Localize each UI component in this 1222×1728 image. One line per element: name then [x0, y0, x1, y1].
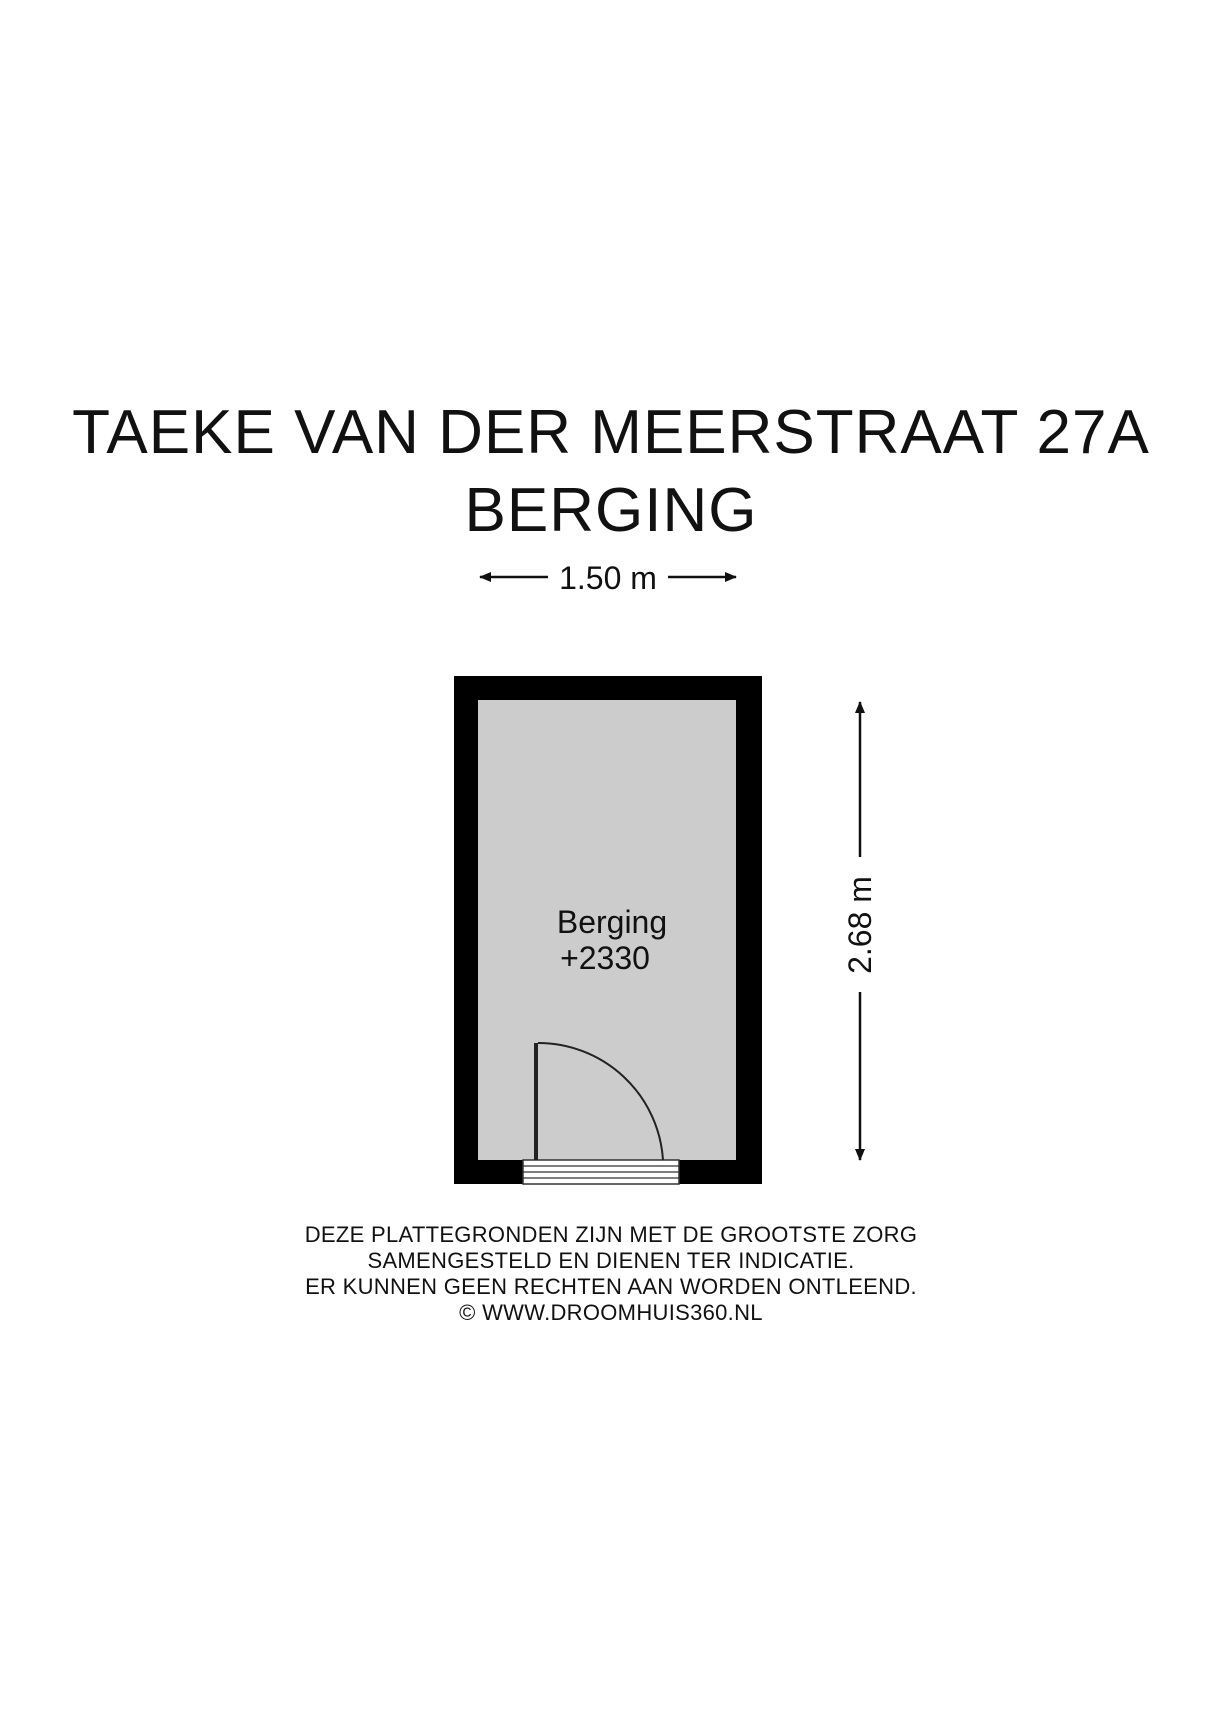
disclaimer-line: DEZE PLATTEGRONDEN ZIJN MET DE GROOTSTE ZORG — [304, 1222, 918, 1247]
width-dimension — [480, 560, 736, 596]
room-name-label: Berging — [556, 904, 668, 940]
copyright-line: © WWW.DROOMHUIS360.NL — [459, 1300, 763, 1325]
door-leaf — [534, 1043, 538, 1160]
bottom-wall-left — [454, 1160, 523, 1184]
depth-dimension — [842, 702, 878, 1160]
plan-address-title: TAEKE VAN DER MEERSTRAAT 27A — [72, 398, 1150, 467]
width-dimension-label: 1.50 m — [559, 560, 657, 596]
room-level-label: +2330 — [560, 940, 650, 976]
depth-dimension-label: 2.68 m — [842, 876, 878, 974]
disclaimer — [0, 1222, 1222, 1326]
plan-floor-title: BERGING — [464, 476, 758, 545]
bottom-wall-right — [679, 1160, 762, 1184]
disclaimer-line: SAMENGESTELD EN DIENEN TER INDICATIE. — [367, 1248, 855, 1273]
disclaimer-line: ER KUNNEN GEEN RECHTEN AAN WORDEN ONTLEEND. — [305, 1274, 917, 1299]
